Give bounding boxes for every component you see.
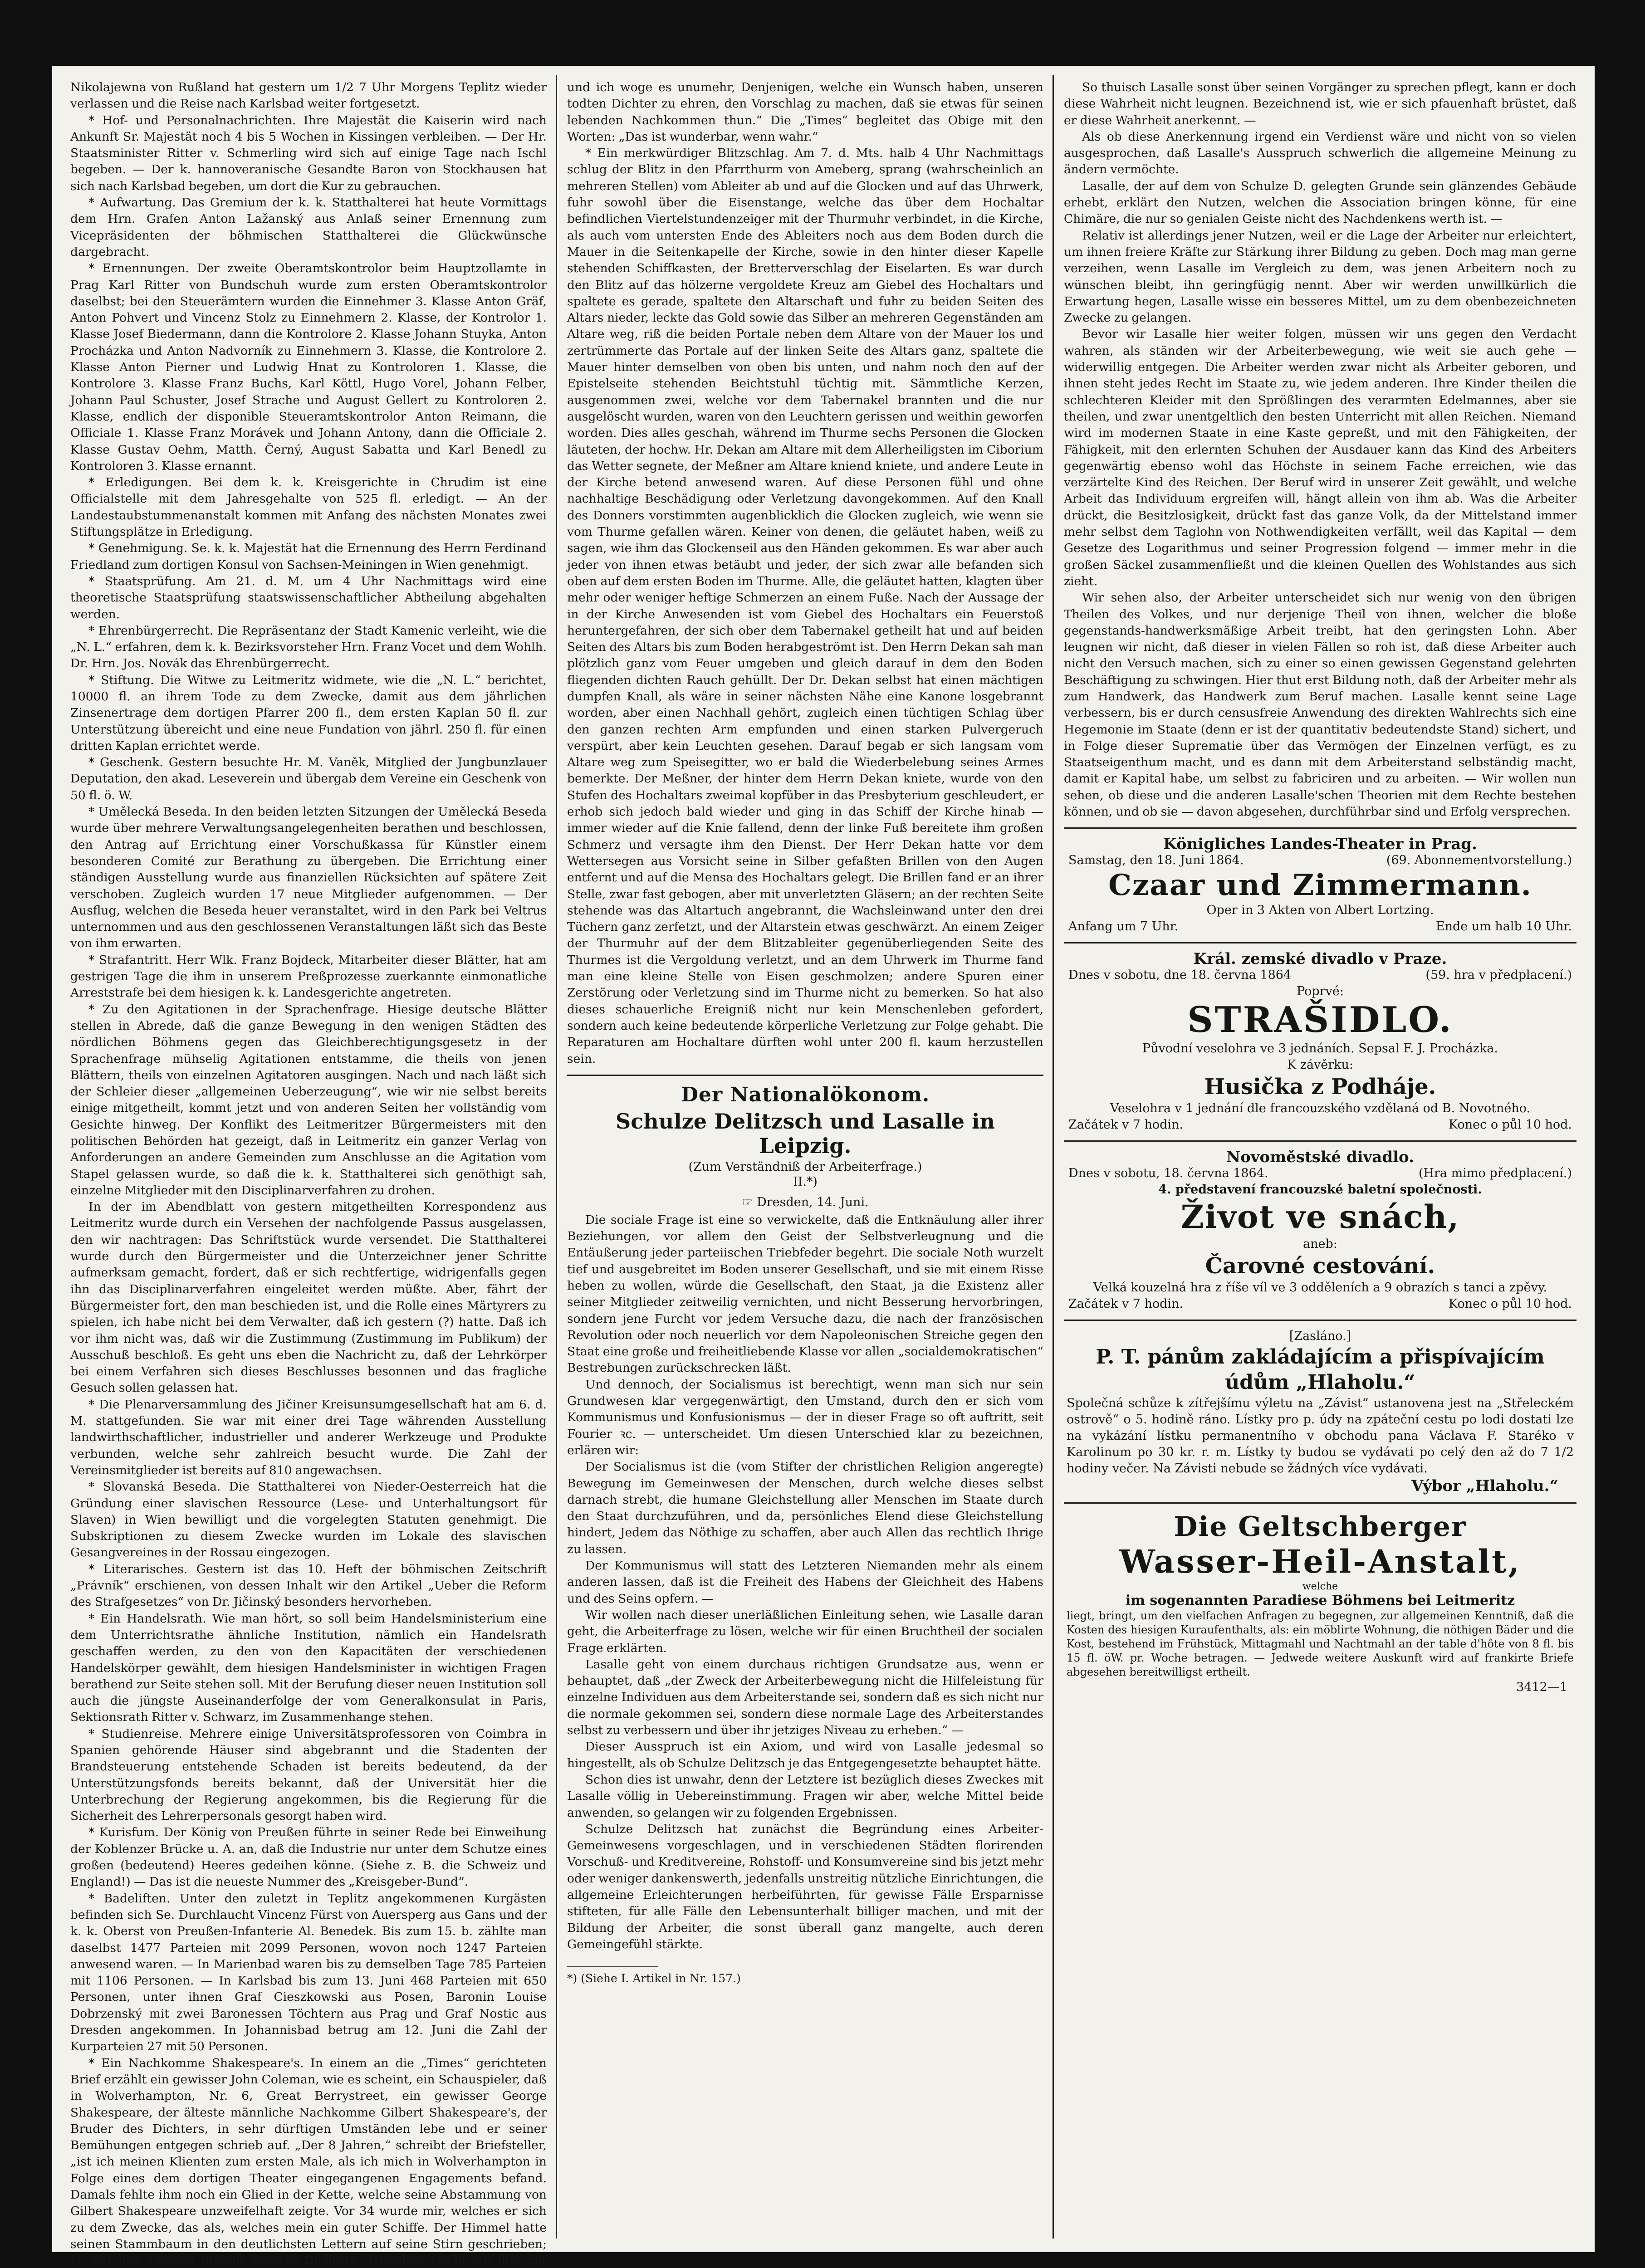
- ad-begin: Začátek v 7 hodin.: [1068, 1297, 1183, 1311]
- ad-text: Společná schůze k zítřejšímu výletu na „Závist“ ustanovena jest na „Střeleckém ostrově“ o 5. hodině ráno. Lístky pro p. údy na zpáteční cestu po lodi dostati lze na vykázání lístku permanentního v obchodu pana Václava F. Staréko v Karolinum po 30 kr. r. m. Lístky ty budou se vydávati po celý den až do 7 1/2 hodiny večer. Na Závisti nebude se žádných více vydávati.: [1067, 1396, 1574, 1476]
- play-title: STRAŠIDLO.: [1187, 999, 1453, 1041]
- article-subtitle: (Zum Verständniß der Arbeiterfrage.): [688, 1159, 922, 1174]
- section-rule: [1064, 1140, 1576, 1142]
- dateline: ☞ Dresden, 14. Juni.: [742, 1195, 869, 1209]
- play-description: Oper in 3 Akten von Albert Lortzing.: [1206, 903, 1434, 918]
- article-paragraph: Lasalle, der auf dem von Schulze D. gelegten Grunde sein glänzendes Gebäude erhebt, erklärt den Nutzen, welchen die Association bringen könne, für eine Chimäre, die nur so genialen Geiste nicht des Nachdenkens werth ist. —: [1064, 179, 1576, 226]
- footnote: *) (Siehe I. Artikel in Nr. 157.): [567, 1972, 741, 1985]
- article-paragraph: Und dennoch, der Socialismus ist berechtigt, wenn man sich nur sein Grundwesen klar vergegenwärtigt, den Umstand, durch den er sich vom Kommunismus und Konfusionismus — der in dieser Frage so oft auftritt, seit Fourier ꝛc. — unterscheidet. Um diesen Unterschied klar zu bezeichnen, erlären wir:: [567, 1377, 1043, 1457]
- column-2: [567, 79, 1043, 2234]
- ad-date-row: [1064, 1165, 1576, 1182]
- footnote-rule: [567, 1966, 658, 1967]
- ad-spa: [1064, 1511, 1576, 1696]
- ad-theater-new-town: [1064, 1149, 1576, 1312]
- news-item: * Ernennungen. Der zweite Oberamtskontrolor beim Hauptzollamte in Prag Karl Ritter von Bundschuh wurde zum ersten Oberamtskontrolor daselbst; bei den Steuerämtern wurden die Einnehmer 3. Klasse Anton Gräf, Anton Pohvert und Vincenz Stolz zu Einnehmern 2. Klasse, der Kontrolor 1. Klasse Josef Biedermann, dann die Kontrolore 2. Klasse Johann Stuyka, Anton Procházka und Anton Nadvorník zu Einnehmern 3. Klasse, die Kontrolore 2. Klasse Anton Pierner und Ludwig Hnat zu Kontroloren 1. Klasse, die Kontrolore 3. Klasse Franz Buchs, Karl Köttl, Hugo Vorel, Johann Felber, Johann Paul Schuster, Josef Strache und August Gellert zu Kontroloren 2. Klasse, endlich der disponible Steueramtskontrolor Anton Reimann, die Officiale 1. Klasse Franz Morávek und Johann Antony, dann die Officiale 2. Klasse Gustav Oehm, Matth. Černý, August Sabatta und Karl Benedl zu Kontroloren 3. Klasse ernannt.: [70, 261, 547, 473]
- ad-hlahol: [1064, 1328, 1576, 1495]
- ad-subscription: (69. Abonnementvorstellung.): [1386, 853, 1572, 868]
- news-item: * Ein merkwürdiger Blitzschlag. Am 7. d. Mts. halb 4 Uhr Nachmittags schlug der Blitz in den Pfarrthurm von Ameberg, sprang (wahrscheinlich an mehreren Stellen) vom Ableiter ab und auf die Glocken und auf das Uhrwerk, fuhr sowohl über die Eisenstange, welche das über dem Hochaltar befindlichen Viertelstundenzeiger mit der Thurmuhr verbindet, in die Kirche, als auch vom untersten Ende des Ableiters noch aus dem Boden durch die Mauer in die Seitenkapelle der Kirche, sowie in den hinter dieser Kapelle stehenden Schiffkasten, der Bretterverschlag der Eiselarten. Es war durch den Blitz auf das hölzerne vergoldete Kreuz am Giebel des Hochaltars und spaltete es gerade, spaltete den Altarschaft und fuhr zu beiden Seiten des Altars nieder, leckte das Gold sowie das Silber an mehreren Gegenständen am Altare weg, riß die beiden Portale neben dem Altare von der Mauer los und zertrümmerte das Portale auf der linken Seite des Altars ganz, spaltete die Mauer hinter demselben von oben bis unten, und nahm noch den auf der Epistelseite stehenden Beichtstuhl tüchtig mit. Sämmtliche Kerzen, ausgenommen zwei, welche vor dem Tabernakel brannten und die nur ausgelöscht wurden, waren von den Leuchtern gerissen und weithin geworfen worden. Dies alles geschah, während im Thurme sechs Personen die Glocken läuteten, der hochw. Hr. Dekan am Altare mit dem Allerheiligsten im Ciborium das Wetter segnete, der Meßner am Altare kniend kniete, und andere Leute in der Kirche betend anwesend waren. Auf diese Personen fühl und ohne nachhaltige Beschädigung oder Verletzung davongekommen. Auf den Knall des Donners vorstimmten augenblicklich die Glocken zugleich, wie wenn sie vom Thurme gefallen wären. Keiner von denen, die geläutet haben, weiß zu sagen, wie ihm das Glockenseil aus den Händen gekommen. Es war aber auch jeder von ihnen etwas betäubt und jeder, der sich zwar alle befanden sich oben auf dem ersten Boden im Thurme. Alle, die geläutet hatten, klagten über mehr oder weniger heftige Schmerzen an einem Fuße. Nach der Aussage der in der Kirche Anwesenden ist vom Giebel des Hochaltars ein Feuerstoß heruntergefahren, der sich ober dem Tabernakel getheilt hat und auf beiden Seiten des Altars bis zum Boden herabgeströmt ist. Den Herrn Dekan sah man plötzlich ganz vom Feuer umgeben und gleich darauf in dem den Boden fliegenden dichten Rauch gehüllt. Der Dr. Dekan selbst hat einen mächtigen dumpfen Knall, als wäre in seiner nächsten Nähe eine Kanone losgebrannt worden, aber einen Nachhall gehört, zugleich einen tüchtigen Schlag über den ganzen rechten Arm empfunden und einen starken Pulvergeruch verspürt, aber kein Leuchten gesehen. Darauf begab er sich langsam vom Altare weg zum Speisegitter, wo er bald die Wiederbelebung seines Armes bemerkte. Der Meßner, der hinter dem Herrn Dekan kniete, wurde von den Stufen des Hochaltars zweimal kopfüber in das Presbyterium geschleudert, er erhob sich jedoch bald wieder und ging in das Schiff der Kirche hinab — immer wieder auf die Knie fallend, denn der linke Fuß bereitete ihm großen Schmerz und versagte ihm den Dienst. Der Herr Dekan hatte vor dem Wettersegen aus Vorsicht seine in Silber gefaßten Brillen von den Augen entfernt und auf die Mensa des Hochaltars gelegt. Die Brillen fand er an ihrer Stelle, zwar fast gebogen, aber mit unverletzten Gläsern; an der rechten Seite stehende was das Altartuch angebrannt, die Wachsleinwand unter den drei Tüchern ganz zerfetzt, und der Altarstein etwas geschwärzt. An einem Zeiger der Thurmuhr auf der dem Blitzableiter gegenüberliegenden Seite des Thurmes ist die Vergoldung verletzt, und an dem Uhrwerk im Thurme fand man eine kleine Stelle von Eisen geschmolzen; andere Spuren einer Zerstörung oder Verletzung sind im Thurme nicht zu bemerken. So hat also dieses schauerliche Ereigniß nicht nur kein Menschenleben gefordert, sondern auch keine bedeutende körperliche Verletzung zur Folge gehabt. Die Reparaturen am Hochaltare dürften wohl unter 200 fl. kaum herzustellen sein.: [567, 146, 1043, 1066]
- ad-time-row: [1064, 1117, 1576, 1133]
- news-item: * Literarisches. Gestern ist das 10. Heft der böhmischen Zeitschrift „Právník“ erschienen, von dessen Inhalt wir den Artikel „Ueber die Reform des Strafgesetzes“ von Dr. Jičinský besonders hervorheben.: [70, 1562, 547, 1609]
- ad-label: K závěrku:: [1287, 1058, 1354, 1072]
- section-kicker: Der Nationalökonom.: [681, 1083, 930, 1106]
- news-item: * Staatsprüfung. Am 21. d. M. um 4 Uhr Nachmittags wird eine theoretische Staatsprüfung staatswissenschaftlicher Abtheilung abgehalten werden.: [70, 574, 547, 621]
- news-item: * Badeliften. Unter den zuletzt in Teplitz angekommenen Kurgästen befinden sich Se. Durchlaucht Vincenz Fürst von Auersperg aus Gans und der k. k. Oberst von Preußen-Infanterie Al. Benedek. Bis zum 15. b. zählte man daselbst 1477 Parteien mit 2099 Personen, wovon noch 1247 Parteien anwesend waren. — In Marienbad waren bis zu demselben Tage 785 Parteien mit 1106 Personen. — In Karlsbad bis zum 13. Juni 468 Parteien mit 650 Personen, unter ihnen Graf Cieszkowski aus Posen, Baronin Louise Dobrzenský mit zwei Baronessen Töchtern aus Prag und Graf Nostic aus Dresden angekommen. In Johannisbad betrug am 12. Juni die Zahl der Kurparteien 27 mit 50 Personen.: [70, 1891, 547, 2054]
- ad-label: Poprvé:: [1297, 984, 1344, 999]
- article-title: Schulze Delitzsch und Lasalle in Leipzig.: [616, 1109, 995, 1158]
- article-part: II.*): [793, 1174, 818, 1189]
- ad-label: aneb:: [1303, 1237, 1337, 1251]
- theater-name: Königliches Landes-Theater in Prag.: [1163, 835, 1477, 854]
- ad-theater-german: [1064, 836, 1576, 935]
- ad-time-row: [1064, 1296, 1576, 1312]
- article-paragraph: Lasalle geht von einem durchaus richtigen Grundsatze aus, wenn er behauptet, daß „der Zweck der Arbeiterbewegung nicht die Hilfeleistung für einzelne Individuen aus dem Arbeiterstande sei, sondern daß es sich nicht nur die normale gekommen sei, sondern diese normale Lage des Arbeiterstandes selbst zu verbessern und über ihr jetziges Niveau zu erheben.“ —: [567, 1657, 1043, 1738]
- news-item: * Slovanská Beseda. Die Statthalterei von Nieder-Oesterreich hat die Gründung einer slavischen Ressource (Lese- und Unterhaltungsort für Slaven) in Wien bewilligt und die vorgelegten Statuten genehmigt. Die Subskriptionen zu diesem Zwecke wurden im Lokale des slavischen Gesangvereines in der Rossau eingezogen.: [70, 1480, 547, 1560]
- article-paragraph: Schulze Delitzsch hat zunächst die Begründung eines Arbeiter-Gemeinwesens vorgeschlagen, und in verschiedenen Städten florirenden Vorschuß- und Kreditvereine, Rohstoff- und Konsumvereine sind bis jetzt mehr oder weniger dankenswerth, jedenfalls unstreitig nützliche Einrichtungen, die allgemeine Erleichterungen herbeiführten, für gewisse Fälle Ersparnisse stifteten, für alle Fälle den Lebensunterhalt billiger machen, und mit der Bildung der Arbeiter, die sonst überall ganz mangelte, auch deren Gemeingefühl stärkte.: [567, 1822, 1043, 1951]
- article-paragraph: Bevor wir Lasalle hier weiter folgen, müssen wir uns gegen den Verdacht wahren, als ständen wir der Arbeiterbewegung, wie weit sie auch gehe — widerwillig entgegen. Die Arbeiter werden zwar nicht als Arbeiter geboren, und ihnen steht jedes Recht im Staate zu, wie jedem anderen. Ihre Kinder theilen die schlechteren Kleider mit den Sprößlingen des verarmten Edelmannes, aber sie theilen, und zwar unentgeltlich den besten Unterricht mit allen Reichen. Niemand wird im modernen Staate in eine Kaste gepreßt, und mit den Fähigkeiten, der Fähigkeit, mit den erlernten Schuhen der Ausdauer kann das Kind des Arbeiters gegenwärtig ebenso wohl das Höchste in seinem Fache erreichen, wie das verzärtelte Kind des Reichen. Der Beruf wird in unserer Zeit gewählt, und welche Arbeit das Individuum ergreifen will, hängt allein von ihm ab. Was die Arbeiter drückt, die Besitzlosigkeit, drückt fast das ganze Volk, da der Mittelstand immer mehr selbst dem Taglohn von Nothwendigkeiten verfällt, weil das Kapital — dem Gesetze des Logarithmus und seiner Progression folgend — immer mehr in die großen Säckel zusammenfließt und die kleinen Quellen des Wohlstandes aus sich zieht.: [1064, 327, 1576, 588]
- play-description: Velká kouzelná hra z říše víl ve 3 odděleních a 9 obrazích s tanci a zpěvy.: [1093, 1281, 1547, 1295]
- theater-name: Novoměstské divadlo.: [1226, 1148, 1414, 1167]
- news-item: * Stiftung. Die Witwe zu Leitmeritz widmete, wie die „N. L.“ berichtet, 10000 fl. an ihrem Tode zu dem Zwecke, damit aus dem jährlichen Zinsenertrage dem dortigen Pfarrer 200 fl., dem ersten Kaplan 50 fl. zur Unterstützung übereicht und eine neue Fundation von jährl. 250 fl. für einen dritten Kaplan errichtet werde.: [70, 673, 547, 753]
- news-item: In der im Abendblatt von gestern mitgetheilten Korrespondenz aus Leitmeritz wurde durch ein Versehen der nachfolgende Passus ausgelassen, den wir nachtragen: Das Schriftstück wurde versendet. Die Statthalterei wurde durch den Bürgermeister und die Unterzeichner jener Schritte aufmerksam gemacht, fordert, daß er sich rechtfertige, widrigenfalls gegen ihn das Disciplinarverfahren eingeleitet werden müßte. Aber, fährt der Bürgermeister fort, den man beschieden ist, und die Rolle eines Märtyrers zu spielen, ich habe nicht bei dem Verwalter, daß ich gestern (?) hatte. Daß ich vor ihm nicht was, daß wir die Zustimmung (Zustimmung im Publikum) der Ausschuß beschloß. Es geht uns eben die Nachricht zu, daß der Lehrkörper bei einem Verfahren sich dieses Beschlusses besonnen und das fragliche Gesuch sollen gelassen hat.: [70, 1200, 547, 1395]
- section-rule: [567, 1075, 1043, 1076]
- article-paragraph: Als ob diese Anerkennung irgend ein Verdienst wäre und nicht von so vielen ausgesprochen, daß Lasalle's Ausspruch schwerlich die allgemeine Meinung zu ändern vermöchte.: [1064, 129, 1576, 177]
- column-divider: [556, 75, 557, 2239]
- news-item: * Umělecká Beseda. In den beiden letzten Sitzungen der Umělecká Beseda wurde über mehrere Verwaltungsangelegenheiten berathen und beschlossen, den Antrag auf Errichtung einer Vorschußkassa für Künstler einem besonderen Comité zur Berathung zu übergeben. Die Errichtung einer ständigen Ausstellung wurde aus finanziellen Rücksichten auf spätere Zeit verschoben. Zugleich wurden 17 neue Mitglieder aufgenommen. — Der Ausflug, welchen die Beseda heuer veranstaltet, wird in den Park bei Veltrus unternommen und aus den geschlossenen Veranstaltungen läßt sich das Beste von ihm erwarten.: [70, 805, 547, 951]
- ad-time-row: [1064, 919, 1576, 935]
- theater-name: Král. zemské divadlo v Praze.: [1193, 950, 1447, 968]
- article-paragraph: Wir sehen also, der Arbeiter unterscheidet sich nur wenig von den übrigen Theilen des Volkes, und nur derjenige Theil von ihnen, welcher die bloße gegenstands-handwerksmäßige Arbeit treibt, hat den geringsten Lohn. Aber leugnen wir nicht, daß dieser in vielen Fällen so roh ist, daß diese Arbeiter auch nicht den Versuch machen, sich zu einer so einen gewissen Gegenstand gelehrten Beschäftigung zu schwingen. Hier thut erst Bildung noth, daß der Arbeiter mehr als zum Handwerk, das Handwerk zum Beruf machen. Lasalle kennt seine Lage verbessern, bis er durch censusfreie Anwendung des direkten Wahlrechts sich eine Hegemonie im Staate (denn er ist der quantitativ bedeutendste Stand) sichert, und in Folge dieser Suprematie über das Vermögen der Einzelnen verfügt, es zu Staatseigenthum macht, und es dann mit dem Arbeiterstand selbständig macht, damit er Kapital habe, um selbst zu fabriciren und zu arbeiten. — Wir wollen nun sehen, ob diese und die anderen Lasalle'schen Theorien mit dem Rechte bestehen können, und ob sie — davon abgesehen, durchführbar sind und Erfolg versprechen.: [1064, 591, 1576, 819]
- article-paragraph: Der Kommunismus will statt des Letzteren Niemanden mehr als einem anderen lassen, daß ist die Freiheit des Habens der Gleichheit des Habens und des Seins opfern. —: [567, 1559, 1043, 1606]
- section-rule: [1064, 827, 1576, 829]
- play-title-2: Husička z Podháje.: [1204, 1074, 1436, 1100]
- feature-article: [567, 1083, 1043, 1985]
- news-item: * Ein Nachkomme Shakespeare's. In einem an die „Times“ gerichteten Brief erzählt ein gewisser John Coleman, wie es scheint, ein Schauspieler, daß in Wolverhampton, Nr. 6, Great Berrystreet, ein gewisser George Shakespeare, der älteste männliche Nachkomme Gilbert Shakespeare's, der Bruder des Dichters, in sehr dürftigen Umständen lebe und er seiner Bemühungen entgegen schrieb auf. „Der 8 Jahren,“ schreibt der Briefsteller, „ist ich meinen Klienten zum ersten Male, als ich mich in Wolverhampton in Folge eines dem dortigen Theater eingegangenen Engagements befand. Damals fehlte ihm noch ein Glied in der Kette, welche seine Abstammung von Gilbert Shakespeare unzweifelhaft zeigte. Vor 34 wurde mir, welches er sich zu dem Zwecke, das als, welches mein ein guter Schiffe. Der Himmel hatte seinen Stammbaum in den deutlichsten Lettern auf seine Stirn geschrieben; er war das lebende Bildniß unseres Dichters. Trotzdem reicht ich ihm mit: [70, 2056, 547, 2268]
- section-rule: [1064, 1502, 1576, 1504]
- ad-code: 3412—1: [1516, 1680, 1567, 1695]
- news-item: * Ein Handelsrath. Wie man hört, so soll beim Handelsministerium eine dem Unterrichtsrathe ähnliche Institution, nämlich ein Handelsrath geschaffen werden, zu den von den Kapacitäten der verschiedenen Handelskörper gewählt, dem hiesigen Handelsminister in wichtigen Fragen berathend zur Seite stehen soll. Mit der Berufung dieser neuen Institution soll auch die jüngste Auseinanderfolge der vom Generalkonsulat in Paris, Sektionsrath Ritter v. Schwarz, im Zusammenhange stehen.: [70, 1611, 547, 1725]
- ad-begin: Začátek v 7 hodin.: [1068, 1118, 1183, 1132]
- play-description-2: Veselohra v 1 jednání dle francouzského vzdělaná od B. Novotného.: [1110, 1101, 1531, 1116]
- section-rule: [1064, 942, 1576, 943]
- news-item: * Studienreise. Mehrere einige Universitätsprofessoren von Coimbra in Spanien gehörende Häuser sind abgebrannt und die Stadenten der Brandsteuerung entstehende Schaden ist bereits bedeutend, da der Unterstützungsfonds bereits bekannt, daß der Universität hier die Unterbrechung der Regierung angekommen, bis die Regierung für die Sicherheit des Lehrerpersonals gesorgt haben wird.: [70, 1726, 547, 1823]
- section-rule: [1064, 1320, 1576, 1321]
- ad-signature: Výbor „Hlaholu.“: [1411, 1477, 1558, 1496]
- news-item: und ich woge es unumehr, Denjenigen, welche ein Wunsch haben, unseren todten Dichter zu ehren, den Vorschlag zu machen, daß sie etwas für seinen lebenden Nachkommen thun.“ Die „Times“ begleitet das Obige mit den Worten: „Das ist wunderbar, wenn wahr.“: [567, 80, 1043, 144]
- news-item: * Hof- und Personalnachrichten. Ihre Majestät die Kaiserin wird nach Ankunft Sr. Majestät noch 4 bis 5 Wochen in Kissingen verbleiben. — Der Hr. Staatsminister Ritter v. Schmerling wird sich auf einige Tage nach Ischl begeben. — Der k. hannoveranische Gesandte Baron von Stockhausen hat sich nach Karlsbad begeben, um dort die Kur zu gebrauchen.: [70, 113, 547, 193]
- news-item: * Kurisfum. Der König von Preußen führte in seiner Rede bei Einweihung der Koblenzer Brücke u. A. an, daß die Industrie nur unter dem Schutze eines großen (bedeutend) Heeres gedeihen könne. (Siehe z. B. die Schweiz und England!) — Das ist die neueste Nummer des „Kreisgeber-Bund“.: [70, 1825, 547, 1889]
- article-paragraph: Dieser Ausspruch ist ein Axiom, und wird von Lasalle jedesmal so hingestellt, als ob Schulze Delitzsch je das Entgegengesetzte behauptet hätte.: [567, 1740, 1043, 1770]
- article-paragraph: Wir wollen nach dieser unerläßlichen Einleitung sehen, wie Lasalle daran geht, die Arbeiterfrage zu lösen, welche wir für einen Bruchtheil der socialen Frage erklärten.: [567, 1608, 1043, 1655]
- ad-begin: Anfang um 7 Uhr.: [1068, 919, 1179, 934]
- ad-end: Konec o půl 10 hod.: [1449, 1118, 1572, 1132]
- article-paragraph: Die sociale Frage ist eine so verwickelte, daß die Entknäulung aller ihrer Beziehungen, vor allem den Geist der Selbstverleugnung und die Entäußerung jeder parteiischen Triebfeder begehrt. Die sociale Noth wurzelt tief und ausgebreitet im Boden unserer Gesellschaft, und sie mit einem Risse heben zu wollen, würde die Gesellschaft, den Staat, ja die Existenz aller seiner Mitglieder zeitweilig vernichten, und nicht Besserung hervorbringen, sondern jene Furcht vor jedem Versuche dazu, die nach der französischen Revolution oder noch neuerlich vor dem Napoleonischen Streiche gegen den Staat eine große und freiheitliebende Klasse vor allen „socialdemokratischen“ Bestrebungen zurückschrecken läßt.: [567, 1212, 1043, 1375]
- ad-end: Konec o půl 10 hod.: [1449, 1297, 1572, 1311]
- news-item: * Genehmigung. Se. k. k. Majestät hat die Ernennung des Herrn Ferdinand Friedland zum dortigen Konsul von Sachsen-Meiningen in Wien genehmigt.: [70, 541, 547, 572]
- ad-connector: welche: [1302, 1581, 1338, 1593]
- news-item: * Erledigungen. Bei dem k. k. Kreisgerichte in Chrudim ist eine Officialstelle mit dem Jahresgehalte von 525 fl. erledigt. — An der Landestaubstummenanstalt kommen mit Anfang des nächsten Monates zwei Stiftungsplätze in Erledigung.: [70, 475, 547, 539]
- newspaper-page: [52, 66, 1595, 2268]
- news-item: * Die Plenarversammlung des Jičiner Kreisunsumgesellschaft hat am 6. d. M. stattgefunden. Sie war mit einer drei Tage währenden Ausstellung landwirthschaftlicher, industrieller und anderer Werkzeuge und Produkte verbunden, welche sehr zahlreich besucht wurde. Die Zahl der Vereinsmitglieder ist bereits auf 810 angewachsen.: [70, 1397, 547, 1477]
- ad-date: Dnes v sobotu, 18. června 1864.: [1068, 1166, 1268, 1181]
- play-title-2: Čarovné cestování.: [1205, 1253, 1435, 1279]
- ad-heading-main: Wasser-Heil-Anstalt,: [1119, 1543, 1521, 1581]
- news-item: * Aufwartung. Das Gremium der k. k. Statthalterei hat heute Vormittags dem Hrn. Grafen Anton Lažanský aus Anlaß seiner Ernennung zum Vicepräsidenten der böhmischen Statthalterei die Glückwünsche dargebracht.: [70, 196, 547, 259]
- ad-text: liegt, bringt, um den vielfachen Anfragen zu begegnen, zur allgemeinen Kenntniß, daß die Kosten des hiesigen Kuraufenthalts, als: ein möblirte Wohnung, die nöthigen Bäder und die Kost, bestehend im Frühstück, Mittagmahl und Nachtmahl an der table d'hôte von 8 fl. bis 15 fl. öW. pr. Woche betragen. — Jedwede weitere Auskunft wird auf frankirte Briefe abgesehen bereitwilligst ertheilt.: [1067, 1609, 1574, 1679]
- ad-subscription: (Hra mimo předplacení.): [1418, 1166, 1572, 1181]
- ad-end: Ende um halb 10 Uhr.: [1435, 919, 1572, 934]
- column-divider: [1053, 75, 1054, 2239]
- ad-date-row: [1064, 852, 1576, 869]
- play-title: Život ve snách,: [1180, 1198, 1460, 1236]
- article-paragraph: Der Socialismus ist die (vom Stifter der christlichen Religion angeregte) Bewegung im Gemeinwesen der Menschen, durch welche dieses selbst darnach strebt, die humane Gleichstellung aller Menschen im Staate durch den Staat durchzuführen, und da, persönliches Elend diese Gleichstellung hindert, Jedem das Nöthige zu schaffen, aber auch Allen das rechtlich Ihrige zu lassen.: [567, 1460, 1043, 1556]
- news-item: * Zu den Agitationen in der Sprachenfrage. Hiesige deutsche Blätter stellen in Abrede, daß die ganze Bewegung in den wenigen Städten des nördlichen Böhmens gegen das Gleichberechtigungsgesetz in der Sprachenfrage mühselig Agitationen entstamme, die theils von jenen Blättern, theils von einzelnen Agitatoren ausgingen. Nach und nach läßt sich der Schleier dieser „allgemeinen Ueberzeugung“, wie wir nie selbst bereits einige mitgetheilt, kommt jetzt und von anderen Seiten her vollständig vom Gesichte hinweg. Der Konflikt des Leitmeritzer Bürgermeisters mit den politischen Behörden hat gezeigt, daß in Leitmeritz ein ganzer Verlag von Anforderungen an andere Gemeinden zum Anschlusse an die Agitation vom Stapel gelassen wurde, so daß die k. k. Statthalterei sich genöthigt sah, einzelne Mitglieder mit den Disciplinarverfahren zu drohen.: [70, 1002, 547, 1198]
- article-paragraph: So thuisch Lasalle sonst über seinen Vorgänger zu sprechen pflegt, kann er doch diese Wahrheit nicht leugnen. Bezeichnend ist, wie er sich pfauenhaft brüstet, daß er diese Wahrheit anerkennt. —: [1064, 80, 1576, 127]
- ad-title: P. T. pánům zakládajícím a přispívajícím údům „Hlaholu.“: [1096, 1345, 1545, 1394]
- article-paragraph: Relativ ist allerdings jener Nutzen, weil er die Lage der Arbeiter nur erleichtert, um ihnen freiere Kräfte zur Stärkung ihrer Bildung zu geben. Doch mag man gerne verzeihen, wenn Lasalle im Vergleich zu dem, was jenen Arbeitern noch zu wünschen bleibt, ihn geringfügig nennt. Aber wir werden unwillkürlich die Erwartung hegen, Lasalle wisse ein besseres Mittel, um zu dem obenbezeichneten Zwecke zu gelangen.: [1064, 228, 1576, 325]
- news-item: * Strafantritt. Herr Wlk. Franz Bojdeck, Mitarbeiter dieser Blätter, hat am gestrigen Tage die ihm in unserem Preßprozesse zuerkannte einmonatliche Arreststrafe bei dem hiesigen k. k. Landesgerichte angetreten.: [70, 953, 547, 1000]
- ad-date-row: [1064, 967, 1576, 983]
- ad-heading: Die Geltschberger: [1174, 1511, 1467, 1543]
- ad-subscription: (59. hra v předplacení.): [1425, 968, 1572, 982]
- ad-theater-czech: [1064, 951, 1576, 1133]
- news-item: Nikolajewna von Rußland hat gestern um 1/2 7 Uhr Morgens Teplitz wieder verlassen und die Reise nach Karlsbad weiter fortgesetzt.: [70, 80, 547, 111]
- play-title: Czaar und Zimmermann.: [1108, 868, 1532, 903]
- column-1: [70, 79, 547, 2268]
- news-item: * Geschenk. Gestern besuchte Hr. M. Vaněk, Mitglied der Jungbunzlauer Deputation, den akad. Leseverein und übergab dem Vereine ein Geschenk von 50 fl. ö. W.: [70, 755, 547, 802]
- column-3: [1064, 79, 1576, 2234]
- ad-date: Dnes v sobotu, dne 18. června 1864: [1068, 968, 1292, 982]
- ad-date: Samstag, den 18. Juni 1864.: [1068, 853, 1244, 868]
- play-description: Původní veselohra ve 3 jednáních. Sepsal F. J. Procházka.: [1142, 1041, 1498, 1056]
- article-paragraph: Schon dies ist unwahr, denn der Letztere ist bezüglich dieses Zweckes mit Lasalle völlig in Uebereinstimmung. Fragen wir aber, welche Mittel beide anwenden, so gelangen wir zu folgenden Ergebnissen.: [567, 1772, 1043, 1820]
- ad-location: im sogenannten Paradiese Böhmens bei Leitmeritz: [1125, 1593, 1515, 1609]
- news-item: * Ehrenbürgerrecht. Die Repräsentanz der Stadt Kamenic verleiht, wie die „N. L.“ erfahren, dem k. k. Bezirksvorsteher Hrn. Franz Vocet und dem Wohlh. Dr. Hrn. Jos. Novák das Ehrenbürgerrecht.: [70, 623, 547, 671]
- ad-tag: [Zasláno.]: [1289, 1329, 1351, 1344]
- ad-announcement: 4. představení francouzské baletní společnosti.: [1158, 1183, 1482, 1197]
